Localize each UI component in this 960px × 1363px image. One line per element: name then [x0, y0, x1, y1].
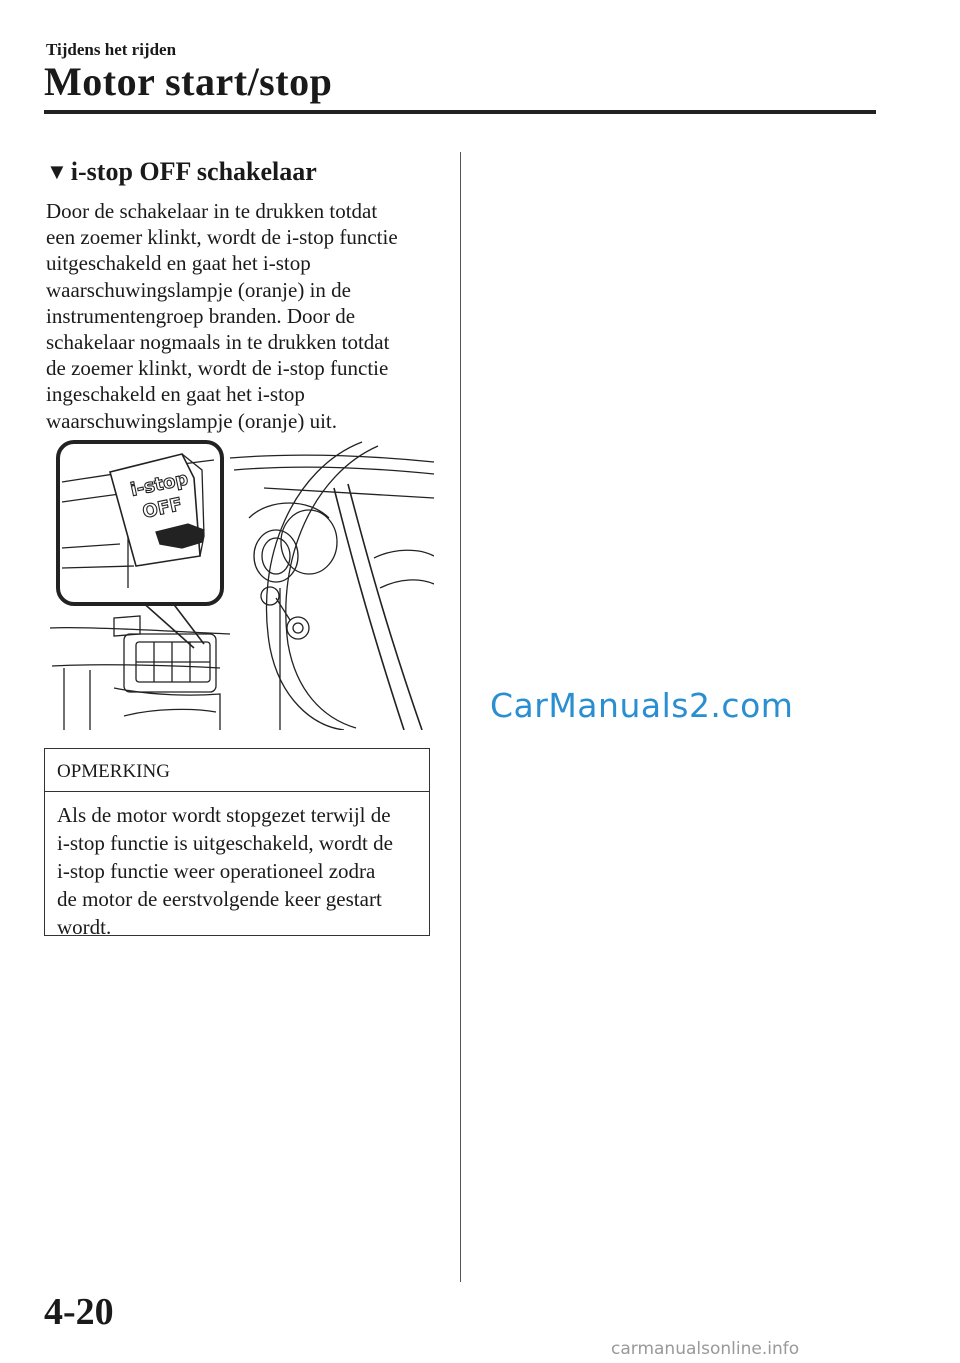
page-title: Motor start/stop [44, 59, 333, 104]
watermark: CarManuals2.com [490, 686, 794, 725]
switch-label-line1: i-stop [128, 468, 190, 501]
note-title: OPMERKING [57, 761, 170, 782]
column-divider [460, 152, 461, 1282]
note-text: Als de motor wordt stopgezet terwijl de i-stop functie is uitgeschakeld, wordt de i-stop functie weer operationeel zodra de motor de eerstvolgende keer gestart wordt. [57, 803, 393, 939]
note-box [44, 748, 430, 939]
page-number: 4-20 [44, 1291, 114, 1333]
dashboard-illustration [44, 438, 434, 730]
section-heading [46, 157, 317, 187]
body-paragraph: Door de schakelaar in te drukken totdat een zoemer klinkt, wordt de i-stop functie uitgeschakeld en gaat het i-stop waarschuwingslampje (oranje) in de instrumentengroep branden. Door de schakelaar nogmaals in te drukken totdat de zoemer klinkt, wordt de i-stop functie ingeschakeld en gaat het i-stop waarschuwingslampje (oranje) uit. [46, 199, 398, 433]
triangle-marker-icon: ▼ [46, 159, 68, 184]
switch-label-line2: OFF [140, 494, 185, 523]
note-divider [45, 791, 429, 792]
section-label: Tijdens het rijden [46, 40, 177, 59]
header-rule [44, 110, 876, 114]
footer-watermark: carmanualsonline.info [611, 1339, 800, 1359]
section-heading-text: i-stop OFF schakelaar [70, 157, 317, 186]
